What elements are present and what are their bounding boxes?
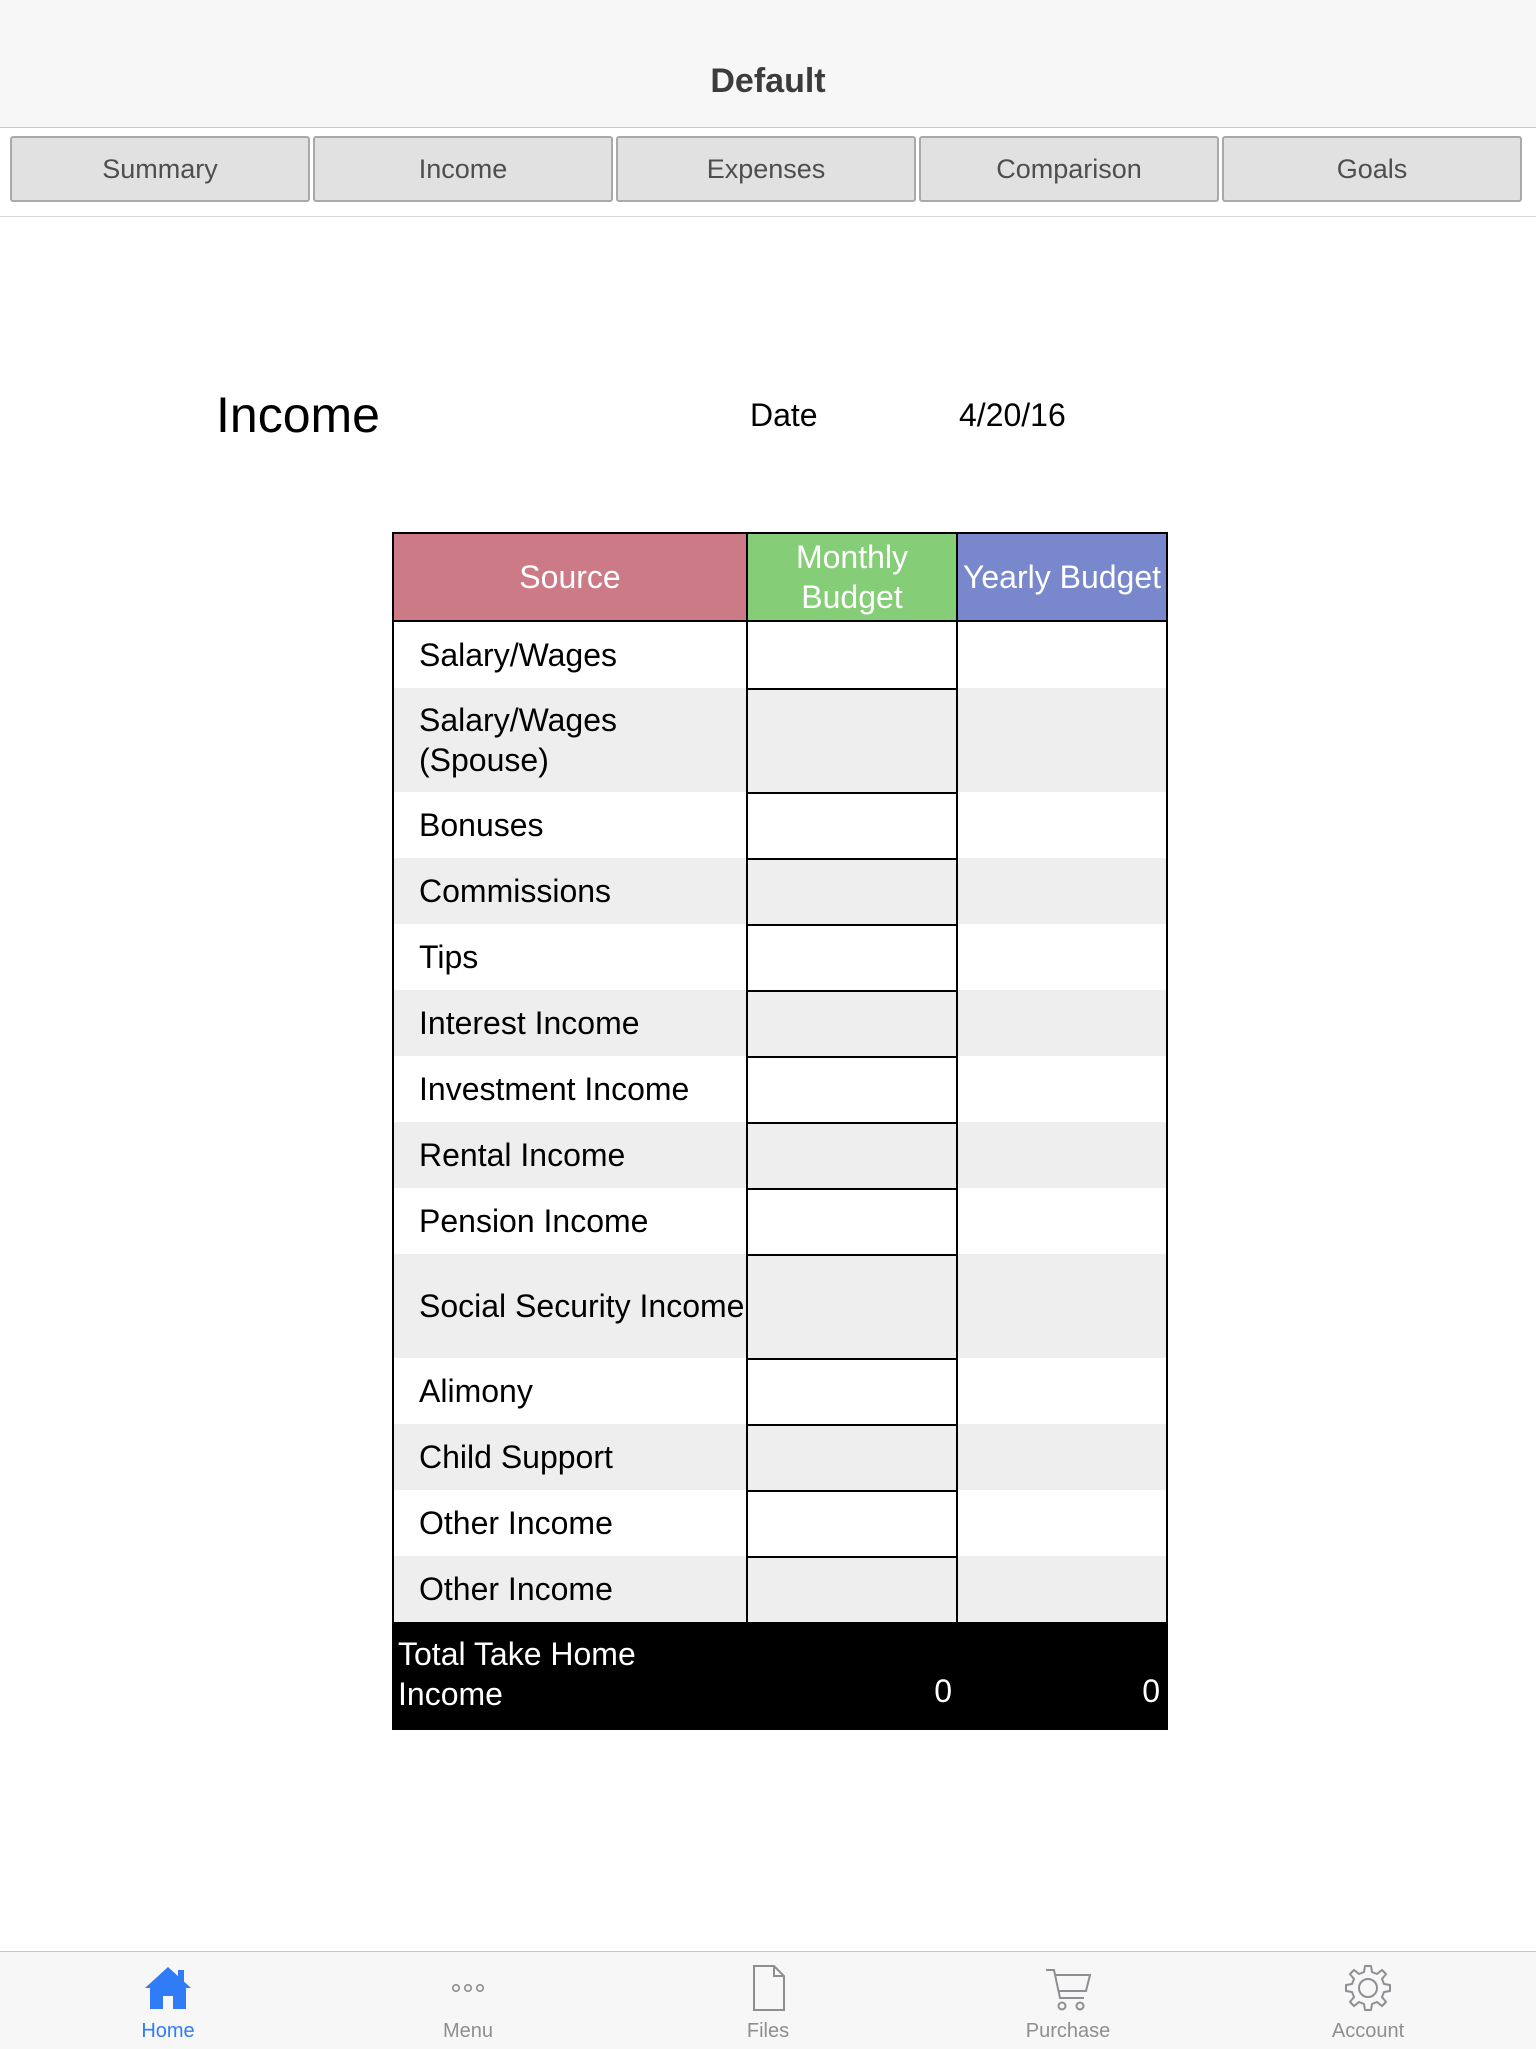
- tab-comparison[interactable]: Comparison: [919, 136, 1219, 202]
- tabbar-label-account: Account: [1331, 2020, 1405, 2042]
- yearly-budget-value: [958, 858, 1166, 924]
- monthly-budget-input[interactable]: [748, 1490, 958, 1556]
- header-monthly-budget: Monthly Budget: [748, 534, 958, 620]
- monthly-budget-input[interactable]: [748, 1254, 958, 1358]
- tabbar-label-files: Files: [746, 2020, 790, 2042]
- source-cell: Rental Income: [394, 1122, 748, 1188]
- source-cell: Other Income: [394, 1556, 748, 1622]
- monthly-budget-input[interactable]: [748, 688, 958, 792]
- yearly-budget-value: [958, 1424, 1166, 1490]
- tab-income[interactable]: Income: [313, 136, 613, 202]
- tabbar-purchase[interactable]: [968, 1952, 1168, 2049]
- more-icon: [442, 1962, 494, 2014]
- tab-expenses[interactable]: Expenses: [616, 136, 916, 202]
- table-row: [394, 990, 1166, 1056]
- page-title: Income: [216, 387, 380, 443]
- source-cell: Alimony: [394, 1358, 748, 1424]
- yearly-budget-value: [958, 990, 1166, 1056]
- table-row: [394, 1424, 1166, 1490]
- total-label: Total Take Home Income: [398, 1636, 636, 1712]
- monthly-budget-input[interactable]: [748, 1424, 958, 1490]
- home-icon: [142, 1962, 194, 2014]
- table-row: [394, 1122, 1166, 1188]
- table-row: [394, 1556, 1166, 1622]
- source-cell: Commissions: [394, 858, 748, 924]
- tabbar-account[interactable]: [1268, 1952, 1468, 2049]
- monthly-budget-input[interactable]: [748, 858, 958, 924]
- date-value[interactable]: 4/20/16: [959, 397, 1066, 433]
- table-row: [394, 1056, 1166, 1122]
- monthly-budget-input[interactable]: [748, 1358, 958, 1424]
- source-cell: Investment Income: [394, 1056, 748, 1122]
- tab-summary[interactable]: Summary: [10, 136, 310, 202]
- yearly-budget-value: [958, 1056, 1166, 1122]
- monthly-budget-input[interactable]: [748, 1556, 958, 1622]
- tabbar-home[interactable]: [68, 1952, 268, 2049]
- table-body: [394, 622, 1166, 1622]
- source-cell: Child Support: [394, 1424, 748, 1490]
- table-row: [394, 1254, 1166, 1358]
- table-row: [394, 924, 1166, 990]
- total-row: [394, 1622, 1166, 1728]
- income-table: [392, 532, 1168, 1730]
- tabbar-files[interactable]: [668, 1952, 868, 2049]
- source-cell: Interest Income: [394, 990, 748, 1056]
- monthly-budget-input[interactable]: [748, 924, 958, 990]
- source-cell: Salary/Wages: [394, 622, 748, 688]
- yearly-budget-value: [958, 1254, 1166, 1358]
- total-yearly-value: 0: [1142, 1673, 1160, 1709]
- source-cell: Pension Income: [394, 1188, 748, 1254]
- monthly-budget-input[interactable]: [748, 622, 958, 688]
- navbar-title: Default: [710, 62, 826, 100]
- table-row: [394, 858, 1166, 924]
- source-cell: Other Income: [394, 1490, 748, 1556]
- table-row: [394, 1490, 1166, 1556]
- monthly-budget-input[interactable]: [748, 1056, 958, 1122]
- tabbar-menu[interactable]: [368, 1952, 568, 2049]
- monthly-budget-input[interactable]: [748, 792, 958, 858]
- bottom-tab-bar: [0, 1951, 1536, 2049]
- source-cell: Salary/Wages (Spouse): [394, 688, 748, 792]
- total-monthly-value: 0: [934, 1673, 952, 1709]
- table-row: [394, 1188, 1166, 1254]
- table-row: [394, 1358, 1166, 1424]
- tabbar-label-home: Home: [141, 2020, 195, 2042]
- file-icon: [742, 1962, 794, 2014]
- gear-icon: [1342, 1962, 1394, 2014]
- table-row: [394, 688, 1166, 792]
- yearly-budget-value: [958, 1358, 1166, 1424]
- table-row: [394, 622, 1166, 688]
- table-header: [394, 534, 1166, 622]
- tabbar-label-purchase: Purchase: [1025, 2020, 1111, 2042]
- source-cell: Bonuses: [394, 792, 748, 858]
- yearly-budget-value: [958, 688, 1166, 792]
- tab-goals[interactable]: Goals: [1222, 136, 1522, 202]
- section-tabs: [0, 128, 1536, 217]
- yearly-budget-value: [958, 1122, 1166, 1188]
- tabbar-label-menu: Menu: [442, 2020, 494, 2042]
- source-cell: Social Security Income: [394, 1254, 748, 1358]
- monthly-budget-input[interactable]: [748, 1122, 958, 1188]
- navigation-bar: [0, 0, 1536, 128]
- yearly-budget-value: [958, 1188, 1166, 1254]
- monthly-budget-input[interactable]: [748, 1188, 958, 1254]
- header-yearly-budget: Yearly Budget: [958, 534, 1166, 620]
- source-cell: Tips: [394, 924, 748, 990]
- yearly-budget-value: [958, 622, 1166, 688]
- yearly-budget-value: [958, 792, 1166, 858]
- cart-icon: [1042, 1962, 1094, 2014]
- header-source: Source: [394, 534, 748, 620]
- yearly-budget-value: [958, 1556, 1166, 1622]
- yearly-budget-value: [958, 924, 1166, 990]
- yearly-budget-value: [958, 1490, 1166, 1556]
- date-label: Date: [750, 397, 818, 433]
- monthly-budget-input[interactable]: [748, 990, 958, 1056]
- table-row: [394, 792, 1166, 858]
